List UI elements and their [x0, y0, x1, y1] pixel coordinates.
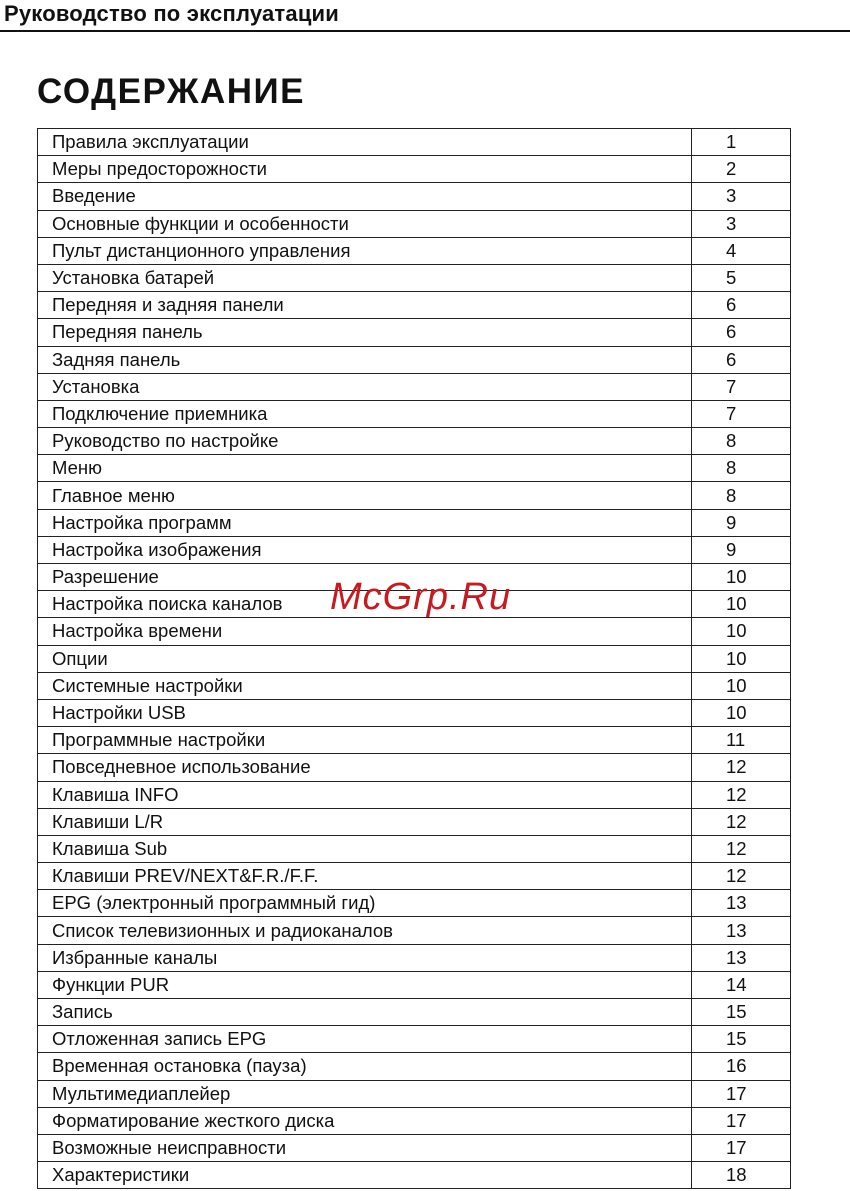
toc-entry-title: Меню	[38, 455, 692, 482]
toc-entry-title: Клавиша INFO	[38, 781, 692, 808]
toc-entry-page: 14	[692, 971, 791, 998]
toc-row[interactable]	[38, 1107, 791, 1134]
toc-row[interactable]	[38, 346, 791, 373]
toc-entry-title: Введение	[38, 183, 692, 210]
toc-entry-title: Возможные неисправности	[38, 1134, 692, 1161]
toc-entry-page: 15	[692, 1026, 791, 1053]
toc-entry-page: 13	[692, 917, 791, 944]
toc-entry-page: 6	[692, 346, 791, 373]
toc-entry-title: Задняя панель	[38, 346, 692, 373]
toc-entry-page: 9	[692, 536, 791, 563]
toc-entry-page: 9	[692, 509, 791, 536]
toc-entry-page: 6	[692, 292, 791, 319]
toc-entry-page: 10	[692, 699, 791, 726]
toc-entry-page: 1	[692, 129, 791, 156]
toc-row[interactable]	[38, 754, 791, 781]
toc-entry-page: 17	[692, 1134, 791, 1161]
toc-entry-page: 17	[692, 1080, 791, 1107]
toc-row[interactable]	[38, 292, 791, 319]
toc-entry-title: Правила эксплуатации	[38, 129, 692, 156]
toc-entry-page: 5	[692, 264, 791, 291]
toc-entry-title: Клавиши PREV/NEXT&F.R./F.F.	[38, 863, 692, 890]
toc-entry-title: Программные настройки	[38, 727, 692, 754]
watermark: McGrp.Ru	[330, 576, 512, 618]
toc-row[interactable]	[38, 890, 791, 917]
toc-entry-page: 16	[692, 1053, 791, 1080]
toc-entry-title: Настройка времени	[38, 618, 692, 645]
toc-entry-page: 8	[692, 428, 791, 455]
toc-entry-title: Характеристики	[38, 1162, 692, 1189]
toc-entry-title: Пульт дистанционного управления	[38, 237, 692, 264]
toc-entry-title: Настройки USB	[38, 699, 692, 726]
toc-entry-title: Меры предосторожности	[38, 156, 692, 183]
toc-row[interactable]	[38, 129, 791, 156]
toc-table	[37, 128, 791, 1189]
toc-entry-title: Установка батарей	[38, 264, 692, 291]
toc-entry-page: 12	[692, 754, 791, 781]
toc-entry-title: Клавиша Sub	[38, 835, 692, 862]
toc-entry-page: 10	[692, 645, 791, 672]
toc-row[interactable]	[38, 645, 791, 672]
toc-entry-title: Установка	[38, 373, 692, 400]
toc-entry-title: Настройка поиска каналов	[38, 591, 692, 618]
toc-entry-page: 12	[692, 781, 791, 808]
toc-entry-title: Подключение приемника	[38, 400, 692, 427]
toc-row[interactable]	[38, 564, 791, 591]
toc-entry-page: 17	[692, 1107, 791, 1134]
toc-row[interactable]	[38, 808, 791, 835]
toc-row[interactable]	[38, 482, 791, 509]
toc-row[interactable]	[38, 835, 791, 862]
toc-heading: СОДЕРЖАНИЕ	[37, 72, 306, 111]
toc-row[interactable]	[38, 944, 791, 971]
toc-entry-title: Передняя панель	[38, 319, 692, 346]
toc-row[interactable]	[38, 1162, 791, 1189]
toc-row[interactable]	[38, 400, 791, 427]
toc-row[interactable]	[38, 1053, 791, 1080]
toc-entry-title: Главное меню	[38, 482, 692, 509]
toc-entry-title: Основные функции и особенности	[38, 210, 692, 237]
toc-row[interactable]	[38, 373, 791, 400]
toc-entry-title: Клавиши L/R	[38, 808, 692, 835]
toc-entry-title: Функции PUR	[38, 971, 692, 998]
toc-row[interactable]	[38, 863, 791, 890]
toc-entry-page: 10	[692, 564, 791, 591]
toc-entry-page: 12	[692, 835, 791, 862]
toc-entry-title: EPG (электронный программный гид)	[38, 890, 692, 917]
toc-body	[38, 129, 791, 1189]
page-header	[0, 0, 850, 32]
toc-entry-page: 11	[692, 727, 791, 754]
toc-entry-page: 12	[692, 808, 791, 835]
toc-entry-title: Системные настройки	[38, 672, 692, 699]
toc-row[interactable]	[38, 781, 791, 808]
toc-entry-title: Повседневное использование	[38, 754, 692, 781]
toc-row[interactable]	[38, 1134, 791, 1161]
toc-entry-page: 2	[692, 156, 791, 183]
toc-entry-page: 3	[692, 210, 791, 237]
toc-row[interactable]	[38, 917, 791, 944]
toc-entry-page: 6	[692, 319, 791, 346]
toc-entry-title: Настройка изображения	[38, 536, 692, 563]
toc-entry-page: 10	[692, 672, 791, 699]
toc-entry-title: Отложенная запись EPG	[38, 1026, 692, 1053]
toc-row[interactable]	[38, 319, 791, 346]
toc-row[interactable]	[38, 264, 791, 291]
toc-row[interactable]	[38, 971, 791, 998]
toc-entry-page: 12	[692, 863, 791, 890]
toc-entry-page: 8	[692, 482, 791, 509]
toc-entry-title: Запись	[38, 999, 692, 1026]
toc-row[interactable]	[38, 1080, 791, 1107]
toc-row[interactable]	[38, 699, 791, 726]
toc-entry-page: 18	[692, 1162, 791, 1189]
toc-row[interactable]	[38, 618, 791, 645]
toc-entry-page: 15	[692, 999, 791, 1026]
toc-entry-page: 10	[692, 591, 791, 618]
toc-entry-title: Форматирование жесткого диска	[38, 1107, 692, 1134]
toc-row[interactable]	[38, 509, 791, 536]
toc-entry-page: 13	[692, 890, 791, 917]
toc-entry-page: 4	[692, 237, 791, 264]
toc-entry-page: 7	[692, 400, 791, 427]
toc-row[interactable]	[38, 727, 791, 754]
toc-row[interactable]	[38, 156, 791, 183]
manual-title: Руководство по эксплуатации	[4, 1, 340, 26]
toc-row[interactable]	[38, 237, 791, 264]
toc-entry-title: Избранные каналы	[38, 944, 692, 971]
toc-entry-title: Передняя и задняя панели	[38, 292, 692, 319]
toc-row[interactable]	[38, 536, 791, 563]
toc-entry-title: Настройка программ	[38, 509, 692, 536]
toc-row[interactable]	[38, 210, 791, 237]
toc-row[interactable]	[38, 999, 791, 1026]
toc-row[interactable]	[38, 455, 791, 482]
toc-entry-title: Мультимедиаплейер	[38, 1080, 692, 1107]
toc-entry-title: Список телевизионных и радиоканалов	[38, 917, 692, 944]
toc-entry-page: 8	[692, 455, 791, 482]
toc-entry-title: Временная остановка (пауза)	[38, 1053, 692, 1080]
toc-entry-page: 13	[692, 944, 791, 971]
toc-entry-title: Руководство по настройке	[38, 428, 692, 455]
toc-row[interactable]	[38, 591, 791, 618]
toc-entry-page: 3	[692, 183, 791, 210]
toc-row[interactable]	[38, 183, 791, 210]
toc-row[interactable]	[38, 672, 791, 699]
toc-row[interactable]	[38, 428, 791, 455]
toc-entry-title: Опции	[38, 645, 692, 672]
toc-entry-page: 7	[692, 373, 791, 400]
toc-row[interactable]	[38, 1026, 791, 1053]
toc-entry-title: Разрешение	[38, 564, 692, 591]
toc-entry-page: 10	[692, 618, 791, 645]
